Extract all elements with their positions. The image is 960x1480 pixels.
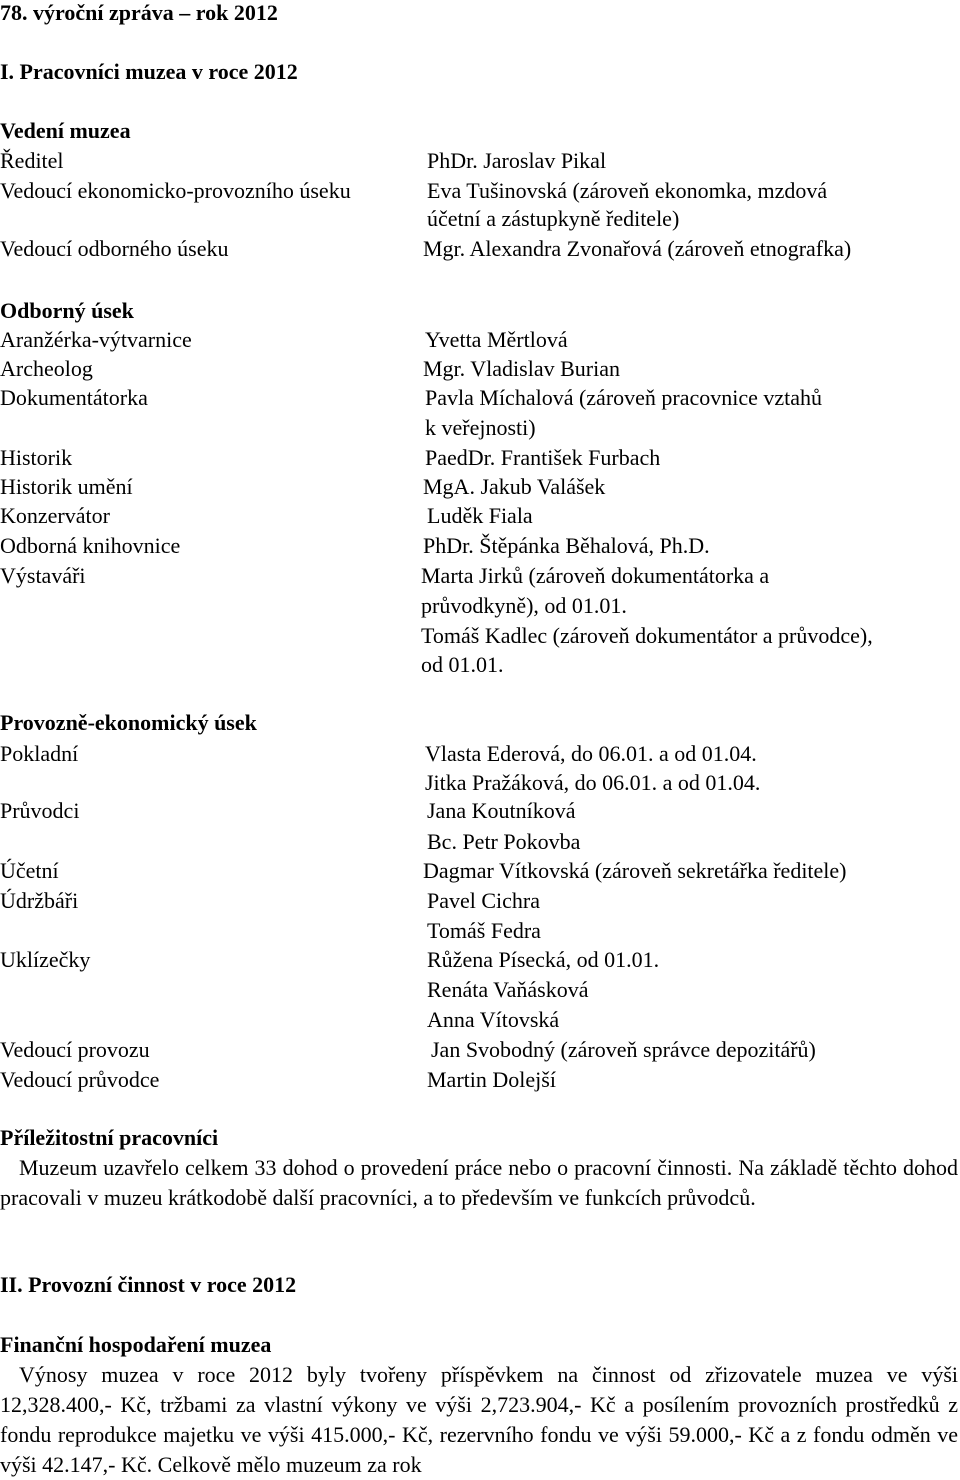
role-label: Archeolog [0,356,93,381]
person-name: účetní a zástupkyně ředitele) [427,206,680,231]
section-title: II. Provozní činnost v roce 2012 [0,1272,297,1297]
person-name: PhDr. Štěpánka Běhalová, Ph.D. [423,533,710,558]
section-heading: Vedení muzea [0,118,131,143]
paragraph-text: Muzeum uzavřelo celkem 33 dohod o provedení práce nebo o pracovní činnosti. Na základě těchto dohod pracovali v muzeu krátkodobě další pracovníci, a to především ve funkcích průvodců. [0,1155,958,1210]
role-label: Konzervátor [0,503,110,528]
person-name: Tomáš Kadlec (zároveň dokumentátor a průvodce), [421,623,873,648]
person-name: Jan Svobodný (zároveň správce depozitářů) [431,1037,816,1062]
person-name: Yvetta Měrtlová [425,327,568,352]
role-label: Ředitel [0,148,64,173]
role-label: Historik umění [0,474,133,499]
person-name: PaedDr. František Furbach [425,445,661,470]
person-name: Růžena Písecká, od 01.01. [427,947,660,972]
person-name: Renáta Vaňásková [427,977,589,1002]
role-label: Historik [0,445,73,470]
role-label: Vedoucí ekonomicko-provozního úseku [0,178,351,203]
role-label: Údržbáři [0,888,79,913]
person-name: Eva Tušinovská (zároveň ekonomka, mzdová [427,178,828,203]
person-name: PhDr. Jaroslav Pikal [427,148,607,173]
role-label: Vedoucí průvodce [0,1067,160,1092]
person-name: Martin Dolejší [427,1067,556,1092]
report-title: 78. výroční zpráva – rok 2012 [0,0,278,25]
person-name: Vlasta Ederová, do 06.01. a od 01.04. [425,741,757,766]
person-name: Mgr. Alexandra Zvonařová (zároveň etnografka) [423,236,852,261]
role-label: Uklízečky [0,947,91,972]
person-name: Jitka Pražáková, do 06.01. a od 01.04. [425,770,761,795]
person-name: MgA. Jakub Valášek [423,474,606,499]
person-name: Pavel Cichra [427,888,541,913]
person-name: Marta Jirků (zároveň dokumentátorka a [421,563,770,588]
role-label: Výstaváři [0,563,86,588]
person-name: Mgr. Vladislav Burian [423,356,620,381]
section-heading: Příležitostní pracovníci [0,1125,219,1150]
person-name: Tomáš Fedra [427,918,541,943]
person-name: Pavla Míchalová (zároveň pracovnice vztahů [425,385,823,410]
section-heading: Odborný úsek [0,298,134,323]
person-name: Jana Koutníková [427,798,576,823]
section-title: I. Pracovníci muzea v roce 2012 [0,59,298,84]
person-name: od 01.01. [421,652,504,677]
person-name: Anna Vítovská [427,1007,560,1032]
person-name: Bc. Petr Pokovba [427,829,581,854]
person-name: Luděk Fiala [427,503,533,528]
role-label: Pokladní [0,741,79,766]
person-name: průvodkyně), od 01.01. [421,593,627,618]
section-heading: Finanční hospodaření muzea [0,1332,272,1357]
section-heading: Provozně-ekonomický úsek [0,710,257,735]
role-label: Vedoucí provozu [0,1037,150,1062]
role-label: Průvodci [0,798,80,823]
person-name: k veřejnosti) [425,415,536,440]
role-label: Vedoucí odborného úseku [0,236,229,261]
role-label: Dokumentátorka [0,385,148,410]
role-label: Odborná knihovnice [0,533,181,558]
role-label: Účetní [0,858,59,883]
role-label: Aranžérka-výtvarnice [0,327,192,352]
paragraph-text: Výnosy muzea v roce 2012 byly tvořeny příspěvkem na činnost od zřizovatele muzea ve výši 12,328.400,- Kč, tržbami za vlastní výkony ve výši 2,723.904,- Kč a posílením provozních prostředků z fondu reprodukce majetku ve výši 415.000,- Kč, rezervního fondu ve výši 59.000,- Kč a z fondu odměn ve výši 42.147,- Kč. Celkově mělo muzeum za rok [0,1362,958,1477]
person-name: Dagmar Vítkovská (zároveň sekretářka ředitele) [423,858,847,883]
